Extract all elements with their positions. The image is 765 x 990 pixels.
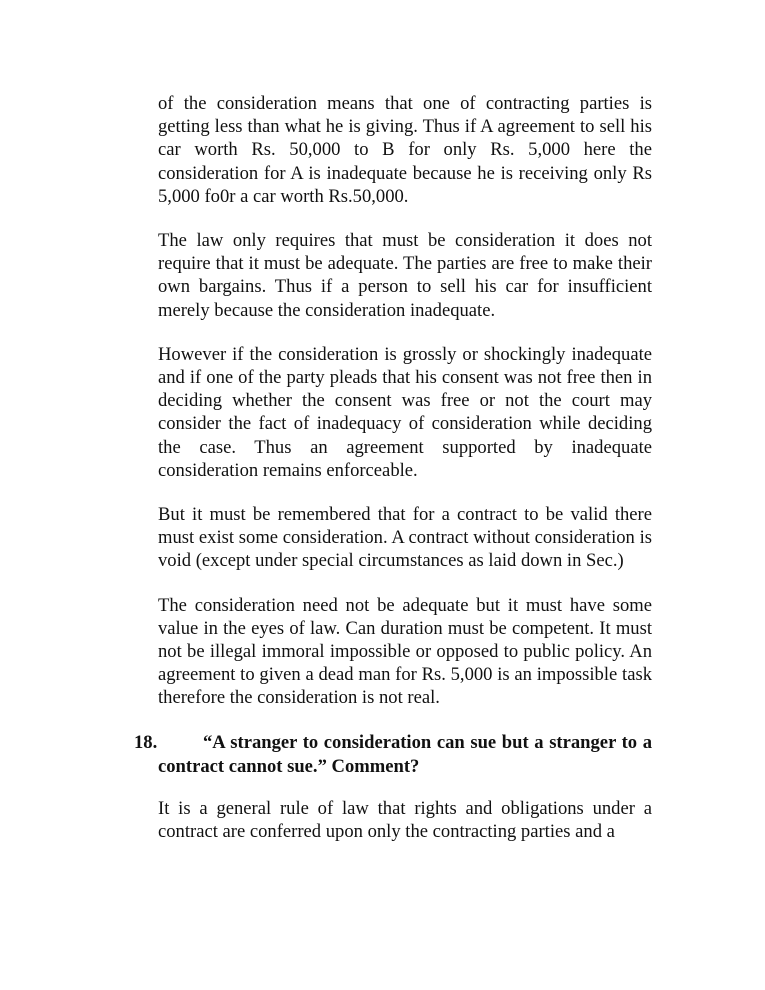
paragraph-general-rule: It is a general rule of law that rights and obligations under a contract are conferred upon only the contracting parties and a bbox=[158, 797, 652, 842]
question-heading bbox=[134, 731, 652, 779]
question-number: 18. bbox=[134, 731, 158, 753]
paragraph-law-requirement: The law only requires that must be consideration it does not require that it must be adequate. The parties are free to make their own bargains. Thus if a person to sell his car for insufficient merely because the consideration inadequate. bbox=[158, 230, 652, 321]
paragraph-value-in-law: The consideration need not be adequate but it must have some value in the eyes of law. Can duration must be competent. It must not be illegal immoral impossible or opposed to public policy. An agreement to given a dead man for Rs. 5,000 is an impossible task therefore the consideration is not real. bbox=[158, 594, 652, 709]
paragraph-inadequacy-meaning: of the consideration means that one of contracting parties is getting less than what he is giving. Thus if A agreement to sell his car worth Rs. 50,000 to B for only Rs. 5,000 here the consideration for A is inadequate because he is receiving only Rs 5,000 fo0r a car worth Rs.50,000. bbox=[158, 93, 652, 207]
document-body bbox=[134, 92, 652, 864]
paragraph-gross-inadequacy: However if the consideration is grossly or shockingly inadequate and if one of the party pleads that his consent was not free then in deciding whether the consent was free or not the court may consider the fact of inadequacy of consideration while deciding the case. Thus an agreement supported by inadequate consideration remains enforceable. bbox=[158, 343, 652, 481]
paragraph-valid-contract: But it must be remembered that for a contract to be valid there must exist some consideration. A contract without consideration is void (except under special circumstances as laid down in Sec.) bbox=[158, 504, 652, 572]
question-text: “A stranger to consideration can sue but a stranger to a contract cannot sue.” Comment? bbox=[158, 731, 652, 777]
